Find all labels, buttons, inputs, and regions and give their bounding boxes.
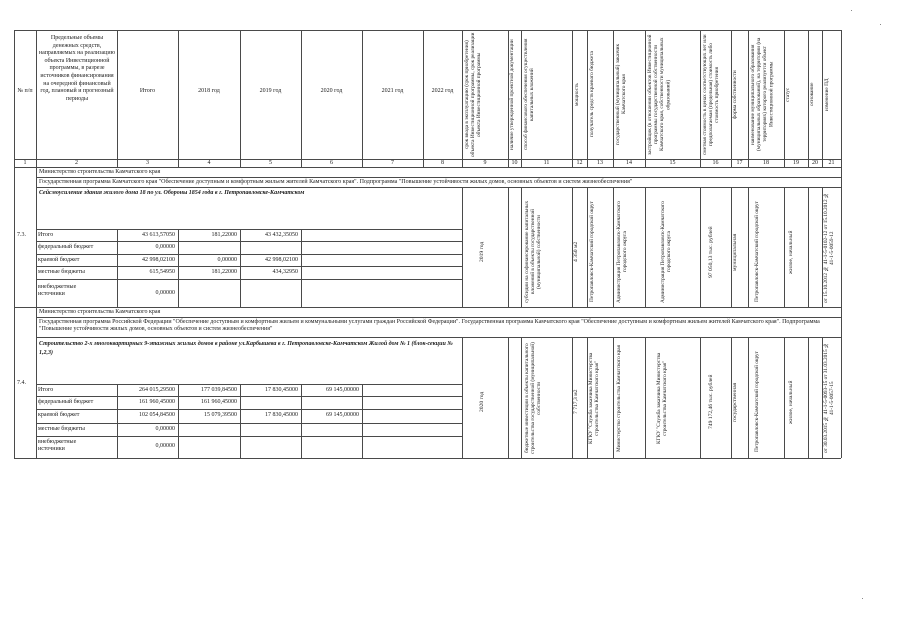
table-bottom-border <box>14 458 841 459</box>
header-col-12: мощность <box>574 83 580 106</box>
s2-c19: жилое, начальный <box>788 380 794 424</box>
s2-col-divider <box>362 384 363 458</box>
s1-row-label: федеральный бюджет <box>38 244 94 250</box>
s2-row-total: 0,00000 <box>155 426 175 432</box>
s2-row-label: краевой бюджет <box>38 412 80 418</box>
col-divider <box>462 30 463 167</box>
s1-row-label: внебюджетные источники <box>38 284 77 297</box>
s2-row-label: внебюджетные источники <box>38 439 77 452</box>
s1-c13: Петропавловск-Камчатский городской округ <box>589 201 595 303</box>
s2-col-divider <box>508 337 509 458</box>
col-divider <box>645 30 646 167</box>
colnum-13: 13 <box>597 160 603 166</box>
s1-row-line <box>36 254 462 255</box>
colnum-10: 10 <box>511 160 518 166</box>
colnum-11: 11 <box>543 160 550 166</box>
s1-c11: субсидии на софинансирование капитальных вложений в объекты государственной (муниципальной) собственности <box>524 200 543 304</box>
header-col-10: наличие утвержденной проектной документации <box>509 39 515 150</box>
s2-row-total: 102 054,84500 <box>139 412 175 418</box>
section1-ministry-line <box>36 177 841 178</box>
s1-col-divider <box>748 187 749 307</box>
s2-col-divider <box>178 384 179 458</box>
header-col-9: срок ввода в эксплуатацию (срок приобретения) объекта Инвестиционной программы, срок реализации объекта Инвестиционной программы <box>464 32 483 157</box>
header-col-11: способ финансового обеспечения осуществления капитальных вложений <box>523 38 536 151</box>
s1-row-total: 615,54950 <box>149 269 175 275</box>
s2-c9: 2020 год <box>479 391 485 413</box>
s2-col-divider <box>808 337 809 458</box>
colnum-2: 2 <box>75 160 78 166</box>
s2-col-divider <box>613 337 614 458</box>
s1-col-divider <box>240 229 241 307</box>
s2-program: Государственная программа Российской Федерации "Обеспечение доступным и комфортным жильем и коммунальными услугами граждан Российской Федерации". Государственная программа Камчатского края "Обеспечение доступным и комфортным жильем жителей Камчатского края". Подпрограмма "Повышение устойчивости жилых домов, основных объектов и систем жизнеобеспечения" <box>39 319 820 332</box>
s2-c11: бюджетные инвестиции в объекты капитального строительства государственной (муниципальной) собственности <box>524 342 543 454</box>
s2-row-label: Итого <box>38 387 54 393</box>
s2-row-total: 264 015,29500 <box>139 387 175 393</box>
s2-row-line <box>36 436 462 437</box>
s2-row-total: 0,00000 <box>155 443 175 449</box>
s1-row-line <box>36 279 462 280</box>
s2-col-divider <box>462 337 463 458</box>
s1-col-divider <box>521 187 522 307</box>
s1-row-line <box>36 229 462 230</box>
s1-c19: жилое, начальный <box>788 230 794 274</box>
s2-c18: Петропавловск-Камчатский городской округ <box>754 351 760 453</box>
s2-row-2018: 161 960,45000 <box>201 399 237 405</box>
colnum-12: 12 <box>576 160 583 166</box>
header-col-19: статус <box>785 87 791 102</box>
s1-row-2019: 42 998,02100 <box>265 257 298 263</box>
colnum-15: 15 <box>669 160 676 166</box>
s1-item-no: 7.3. <box>17 232 26 238</box>
s2-row-2020: 69 145,00000 <box>326 387 359 393</box>
s1-c15: Администрация Петропавловск-Камчатского городского округа <box>660 201 673 303</box>
s2-row-line <box>36 384 462 385</box>
colnum-bottom-line <box>14 167 841 168</box>
s1-c9: 2019 год <box>479 241 485 263</box>
s1-row-2018: 181,22000 <box>211 232 237 238</box>
s2-col-divider <box>700 337 701 458</box>
section2-ministry-line <box>36 317 841 318</box>
col-divider <box>178 30 179 167</box>
s2-row-2019: 17 830,45000 <box>265 387 298 393</box>
scan-speck <box>880 24 881 25</box>
header-col-15: застройщик (в отношении объектов Инвестиционной программы государственной собственности Камчатского края, собственности муниципальных образований) <box>647 34 672 155</box>
section1-end-line <box>14 307 841 308</box>
col-divider <box>423 30 424 167</box>
header-col-20: основание <box>809 82 815 107</box>
colnum-18: 18 <box>763 160 769 166</box>
s1-col-divider <box>301 229 302 307</box>
s1-col-divider <box>613 187 614 307</box>
section2-program-line <box>36 337 841 338</box>
s1-col-divider <box>587 187 588 307</box>
scan-speck <box>851 10 852 11</box>
col-divider <box>748 30 749 167</box>
header-col-2021: 2021 год <box>381 88 404 94</box>
table-top-border <box>14 30 841 31</box>
s2-col-divider <box>645 337 646 458</box>
header-col-13: получатель средств краевого бюджета <box>589 51 595 138</box>
s2-row-2019: 17 830,45000 <box>265 412 298 418</box>
s1-row-total: 0,00000 <box>155 290 175 296</box>
s1-row-total: 0,00000 <box>155 244 175 250</box>
s1-col-divider <box>462 187 463 307</box>
s1-object-title: Сейсмоусиление здания жилого дома 18 по ул. Обороны 1854 года в г. Петропавловске-Камчатском <box>39 190 305 196</box>
col-divider <box>700 30 701 167</box>
s1-program: Государственная программа Камчатского края "Обеспечение доступным и комфортным жильем жителей Камчатского края". Подпрограмма "Повышение устойчивости жилых домов, основных объектов и систем жизнеобеспечения" <box>39 179 633 185</box>
s2-col-divider <box>301 384 302 458</box>
s2-c13: КГКУ "Служба заказчика Министерства строительства Камчатского края" <box>588 352 601 444</box>
s1-row-line <box>36 241 462 242</box>
s2-row-line <box>36 409 462 410</box>
header-col-14: государственный (муниципальный) заказчик Камчатского края <box>615 43 628 146</box>
s2-row-line <box>36 423 462 424</box>
colnum-20: 20 <box>812 160 818 166</box>
colnum-19: 19 <box>793 160 799 166</box>
col-divider <box>521 30 522 167</box>
s1-col-divider <box>784 187 785 307</box>
s2-ministry: Министерство строительства Камчатского края <box>39 309 161 315</box>
s2-row-2018: 177 039,84500 <box>201 387 237 393</box>
colnum-16: 16 <box>712 160 719 166</box>
scan-speck <box>862 598 863 599</box>
colnum-1: 1 <box>23 160 27 166</box>
s2-c21: от 30.03.2015 № 41-1-5-0093-15 от 31.03.2015 № 41-1-5-0057-15 <box>823 342 836 454</box>
s2-row-label: федеральный бюджет <box>38 399 94 405</box>
s1-c12: 4 350 м2 <box>573 241 579 263</box>
s1-col-divider <box>508 187 509 307</box>
col-divider <box>822 30 823 167</box>
colnum-9: 9 <box>483 160 487 166</box>
header-col-18: наименование муниципального образования (муниципальных образований), на территории (на территориях) которого реализуется объект Инвестиционной программы <box>750 37 775 152</box>
s1-row-line <box>36 266 462 267</box>
s1-row-2019: 434,32950 <box>272 269 298 275</box>
s2-c12: 7 717,3 м2 <box>573 389 579 415</box>
col-divider <box>301 30 302 167</box>
s1-row-label: местные бюджеты <box>38 269 85 275</box>
s1-col-divider <box>178 229 179 307</box>
s2-c16: 749 172,46 тыс. рублей <box>708 374 714 430</box>
col-divider <box>587 30 588 167</box>
s1-col-divider <box>700 187 701 307</box>
header-col-2020: 2020 год <box>320 88 343 94</box>
s1-ministry: Министерство строительства Камчатского края <box>39 169 161 175</box>
s1-row-label: краевой бюджет <box>38 257 80 263</box>
s2-col-divider <box>521 337 522 458</box>
col-divider <box>117 30 118 167</box>
s2-row-line <box>36 396 462 397</box>
s1-col-divider <box>808 187 809 307</box>
s1-row-2018: 181,22000 <box>211 269 237 275</box>
s1-row-label: Итого <box>38 232 54 238</box>
col-divider <box>36 30 37 458</box>
s2-col-divider <box>748 337 749 458</box>
colnum-4: 4 <box>207 160 211 166</box>
header-col-17: форма собственности <box>732 70 738 119</box>
s2-c15: КГКУ "Служба заказчика Министерства строительства Камчатского края" <box>656 352 669 444</box>
colnum-14: 14 <box>626 160 632 166</box>
s2-item-no: 7.4. <box>17 380 26 386</box>
colnum-21: 21 <box>828 160 835 166</box>
s1-row-2018: 0,00000 <box>217 257 237 263</box>
col-divider <box>572 30 573 167</box>
colnum-8: 8 <box>441 160 444 166</box>
s2-c14: Министерство строительства Камчатского края <box>616 344 622 452</box>
s2-row-2018: 15 079,39500 <box>204 412 237 418</box>
s2-col-divider <box>784 337 785 458</box>
col-divider <box>613 30 614 167</box>
colnum-3: 3 <box>146 160 149 166</box>
s1-c14: Администрация Петропавловск-Камчатского городского округа <box>616 201 629 303</box>
s1-c16: 97 050,13 тыс. рублей <box>708 226 714 278</box>
header-col-21: изменение ПД <box>824 78 830 111</box>
colnum-7: 7 <box>391 160 394 166</box>
s2-col-divider <box>240 384 241 458</box>
s2-row-total: 161 960,45000 <box>139 399 175 405</box>
s2-object-title: Строительство 2-х многоквартирных 9-этажных жилых домов в районе ул.Карбышева в г. Петропавловске-Камчатском Жилой дом № 1 (блок-секции № 1,2,3) <box>39 341 453 356</box>
header-col-no: № п/п <box>17 88 33 94</box>
header-col-2022: 2022 год <box>431 88 454 94</box>
header-col-2019: 2019 год <box>259 88 282 94</box>
s2-c17: государственная <box>732 382 738 422</box>
s1-c21: от 15.10.2012 № 41-1-5-0102-12 от 15.10.2012 № 41-1-5-0059-12 <box>823 192 836 304</box>
col-divider <box>362 30 363 167</box>
header-col-2018: 2018 год <box>198 88 220 94</box>
colnum-5: 5 <box>269 160 272 166</box>
s1-c17: муниципальная <box>732 233 738 271</box>
colnum-17: 17 <box>736 160 743 166</box>
s2-row-2020: 69 145,00000 <box>326 412 359 418</box>
s1-row-2019: 43 432,35050 <box>265 232 298 238</box>
s1-col-divider <box>645 187 646 307</box>
s2-row-label: местные бюджеты <box>38 426 85 432</box>
header-col-total: Итого <box>139 88 156 94</box>
header-col-16: сметная стоимость в ценах соответствующих лет или предполагаемая (предельная) стоимость либо стоимость приобретения <box>702 34 721 155</box>
table-right-border <box>841 30 842 458</box>
s1-c18: Петропавловск-Камчатский городской округ <box>754 201 760 303</box>
colnum-6: 6 <box>330 160 333 166</box>
s1-row-total: 43 613,57050 <box>142 232 175 238</box>
s1-row-total: 42 998,02100 <box>142 257 175 263</box>
section1-program-line <box>36 187 841 188</box>
header-col-limits: Предельные объемы денежных средств, направляемых на реализацию объекта Инвестиционной программы, в разрезе источников финансирования на очередной финансовый год, плановый и прогнозный периоды <box>38 35 116 102</box>
col-divider <box>240 30 241 167</box>
